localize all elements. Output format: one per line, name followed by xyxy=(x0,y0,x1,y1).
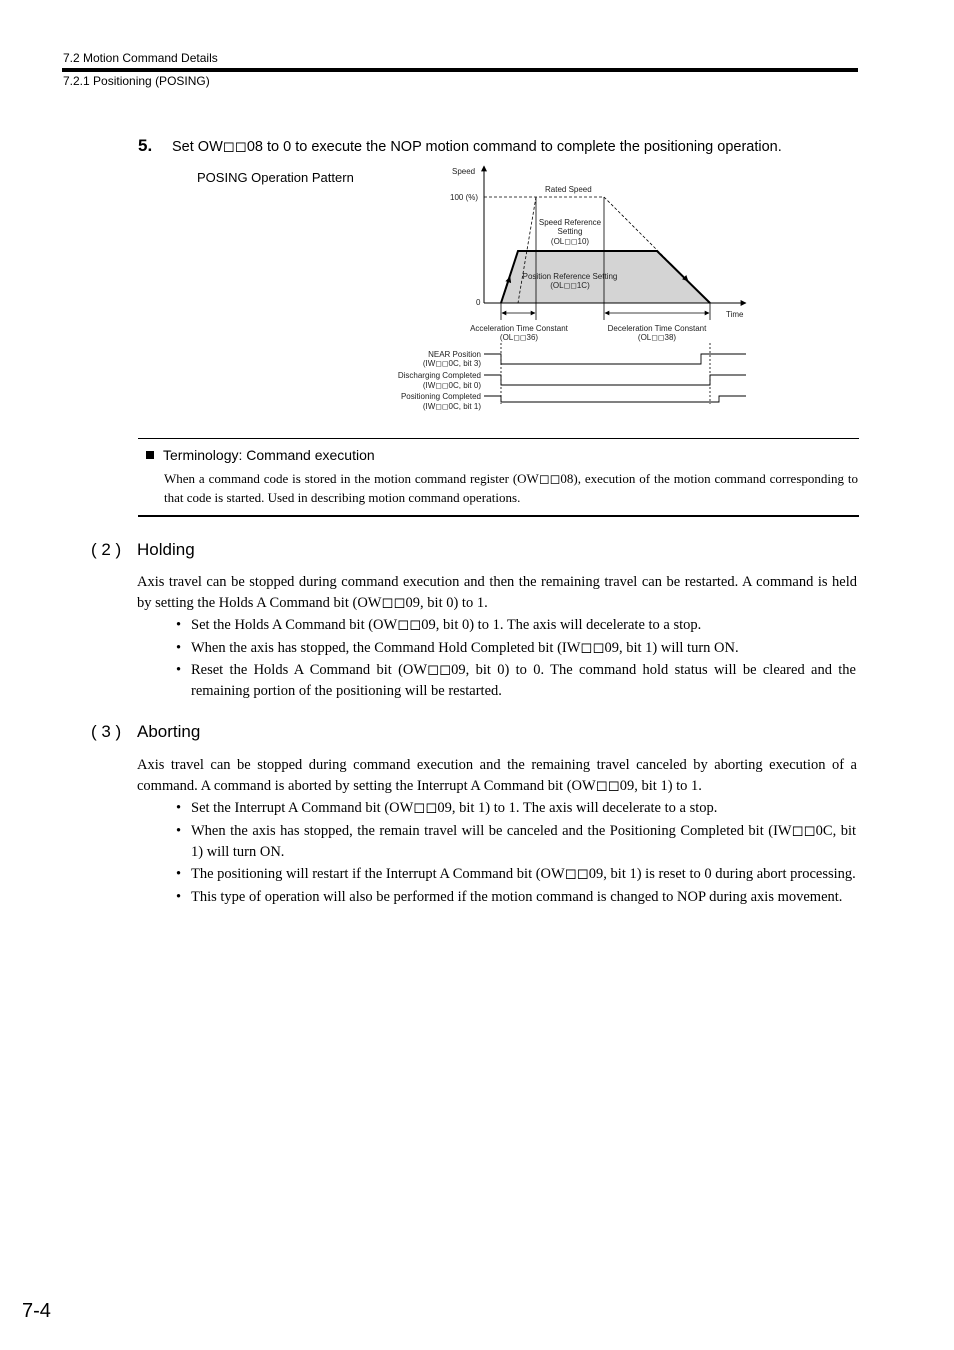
terminology-body: When a command code is stored in the motion command register (OW◻◻08), execution of the motion command corresponding to that code is started. Used in describing motion command operations. xyxy=(164,471,858,505)
speed-label: Speed xyxy=(452,167,476,176)
aborting-bullet: • This type of operation will also be performed if the motion command is changed to NOP during axis movement. xyxy=(176,887,856,908)
posc-label-1: Positioning Completed xyxy=(400,392,481,401)
pos-ref-label-2: (OL◻◻1C) xyxy=(550,281,590,290)
posc-label-2: (IW◻◻0C, bit 1) xyxy=(422,402,481,411)
aborting-number: ( 3 ) xyxy=(91,722,122,741)
step-text: Set OW◻◻08 to 0 to execute the NOP motion command to complete the positioning operation. xyxy=(172,139,782,155)
holding-number: ( 2 ) xyxy=(91,540,122,559)
aborting-heading xyxy=(91,722,200,742)
time-label: Time xyxy=(726,310,744,319)
positioning-completed-signal xyxy=(484,396,746,402)
speed-ref-label-3: (OL◻◻10) xyxy=(550,237,590,246)
aborting-bullet-list xyxy=(176,798,856,909)
disch-label-1: Discharging Completed xyxy=(397,371,481,380)
holding-bullet: • Reset the Holds A Command bit (OW◻◻09, bit 0) to 0. The command hold status will be cleared and the remaining portion of the positioning will be restarted. xyxy=(176,660,856,702)
disch-label-2: (IW◻◻0C, bit 0) xyxy=(422,381,481,390)
figure-title: POSING Operation Pattern xyxy=(197,170,354,185)
step-number: 5. xyxy=(138,136,153,155)
page-number: 7-4 xyxy=(22,1300,51,1322)
discharging-signal xyxy=(484,375,746,385)
terminology-top-rule xyxy=(138,438,859,439)
aborting-intro: Axis travel can be stopped during command execution and the remaining travel canceled by aborting execution of a command. A command is aborted by setting the Interrupt A Command bit (OW◻◻09, bit 1) to 1. xyxy=(137,757,857,794)
accel-label-1: Acceleration Time Constant xyxy=(470,324,568,333)
near-label-2: (IW◻◻0C, bit 3) xyxy=(422,359,481,368)
terminology-title: Terminology: Command execution xyxy=(163,447,375,463)
pos-ref-label-1: Position Reference Setting xyxy=(522,272,618,281)
holding-bullet-list xyxy=(176,615,856,704)
rated-speed-label: Rated Speed xyxy=(545,185,592,194)
holding-bullet: • Set the Holds A Command bit (OW◻◻09, bit 0) to 1. The axis will decelerate to a stop. xyxy=(176,615,856,636)
speed-ref-label-2: Setting xyxy=(557,227,583,236)
holding-heading xyxy=(91,540,195,560)
aborting-title: Aborting xyxy=(137,722,201,741)
aborting-bullet: • Set the Interrupt A Command bit (OW◻◻09, bit 1) to 1. The axis will decelerate to a stop. xyxy=(176,798,856,819)
accel-label-2: (OL◻◻36) xyxy=(499,333,539,342)
hundred-label: 100 (%) xyxy=(450,193,479,202)
aborting-bullet: • The positioning will restart if the Interrupt A Command bit (OW◻◻09, bit 1) is reset to 0 during abort processing. xyxy=(176,864,856,885)
terminology-heading xyxy=(146,447,375,463)
near-label-1: NEAR Position xyxy=(428,350,481,359)
holding-bullet: • When the axis has stopped, the Command Hold Completed bit (IW◻◻09, bit 1) will turn ON. xyxy=(176,638,856,659)
decel-label-1: Deceleration Time Constant xyxy=(607,324,707,333)
header-subsection: 7.2.1 Positioning (POSING) xyxy=(63,74,210,88)
posing-operation-diagram xyxy=(0,0,954,420)
holding-title: Holding xyxy=(137,540,195,559)
zero-label: 0 xyxy=(476,298,481,307)
holding-intro: Axis travel can be stopped during command execution and then the remaining travel can be restarted. A command is held by setting the Holds A Command bit (OW◻◻09, bit 0) to 1. xyxy=(137,574,857,611)
aborting-bullet: • When the axis has stopped, the remain travel will be canceled and the Positioning Completed bit (IW◻◻0C, bit 1) will turn ON. xyxy=(176,821,856,863)
near-signal xyxy=(484,354,746,364)
terminology-bottom-rule xyxy=(138,515,859,517)
decel-label-2: (OL◻◻38) xyxy=(637,333,677,342)
speed-ref-label-1: Speed Reference xyxy=(538,218,602,227)
square-bullet-icon xyxy=(146,451,154,459)
header-section: 7.2 Motion Command Details xyxy=(63,51,218,65)
